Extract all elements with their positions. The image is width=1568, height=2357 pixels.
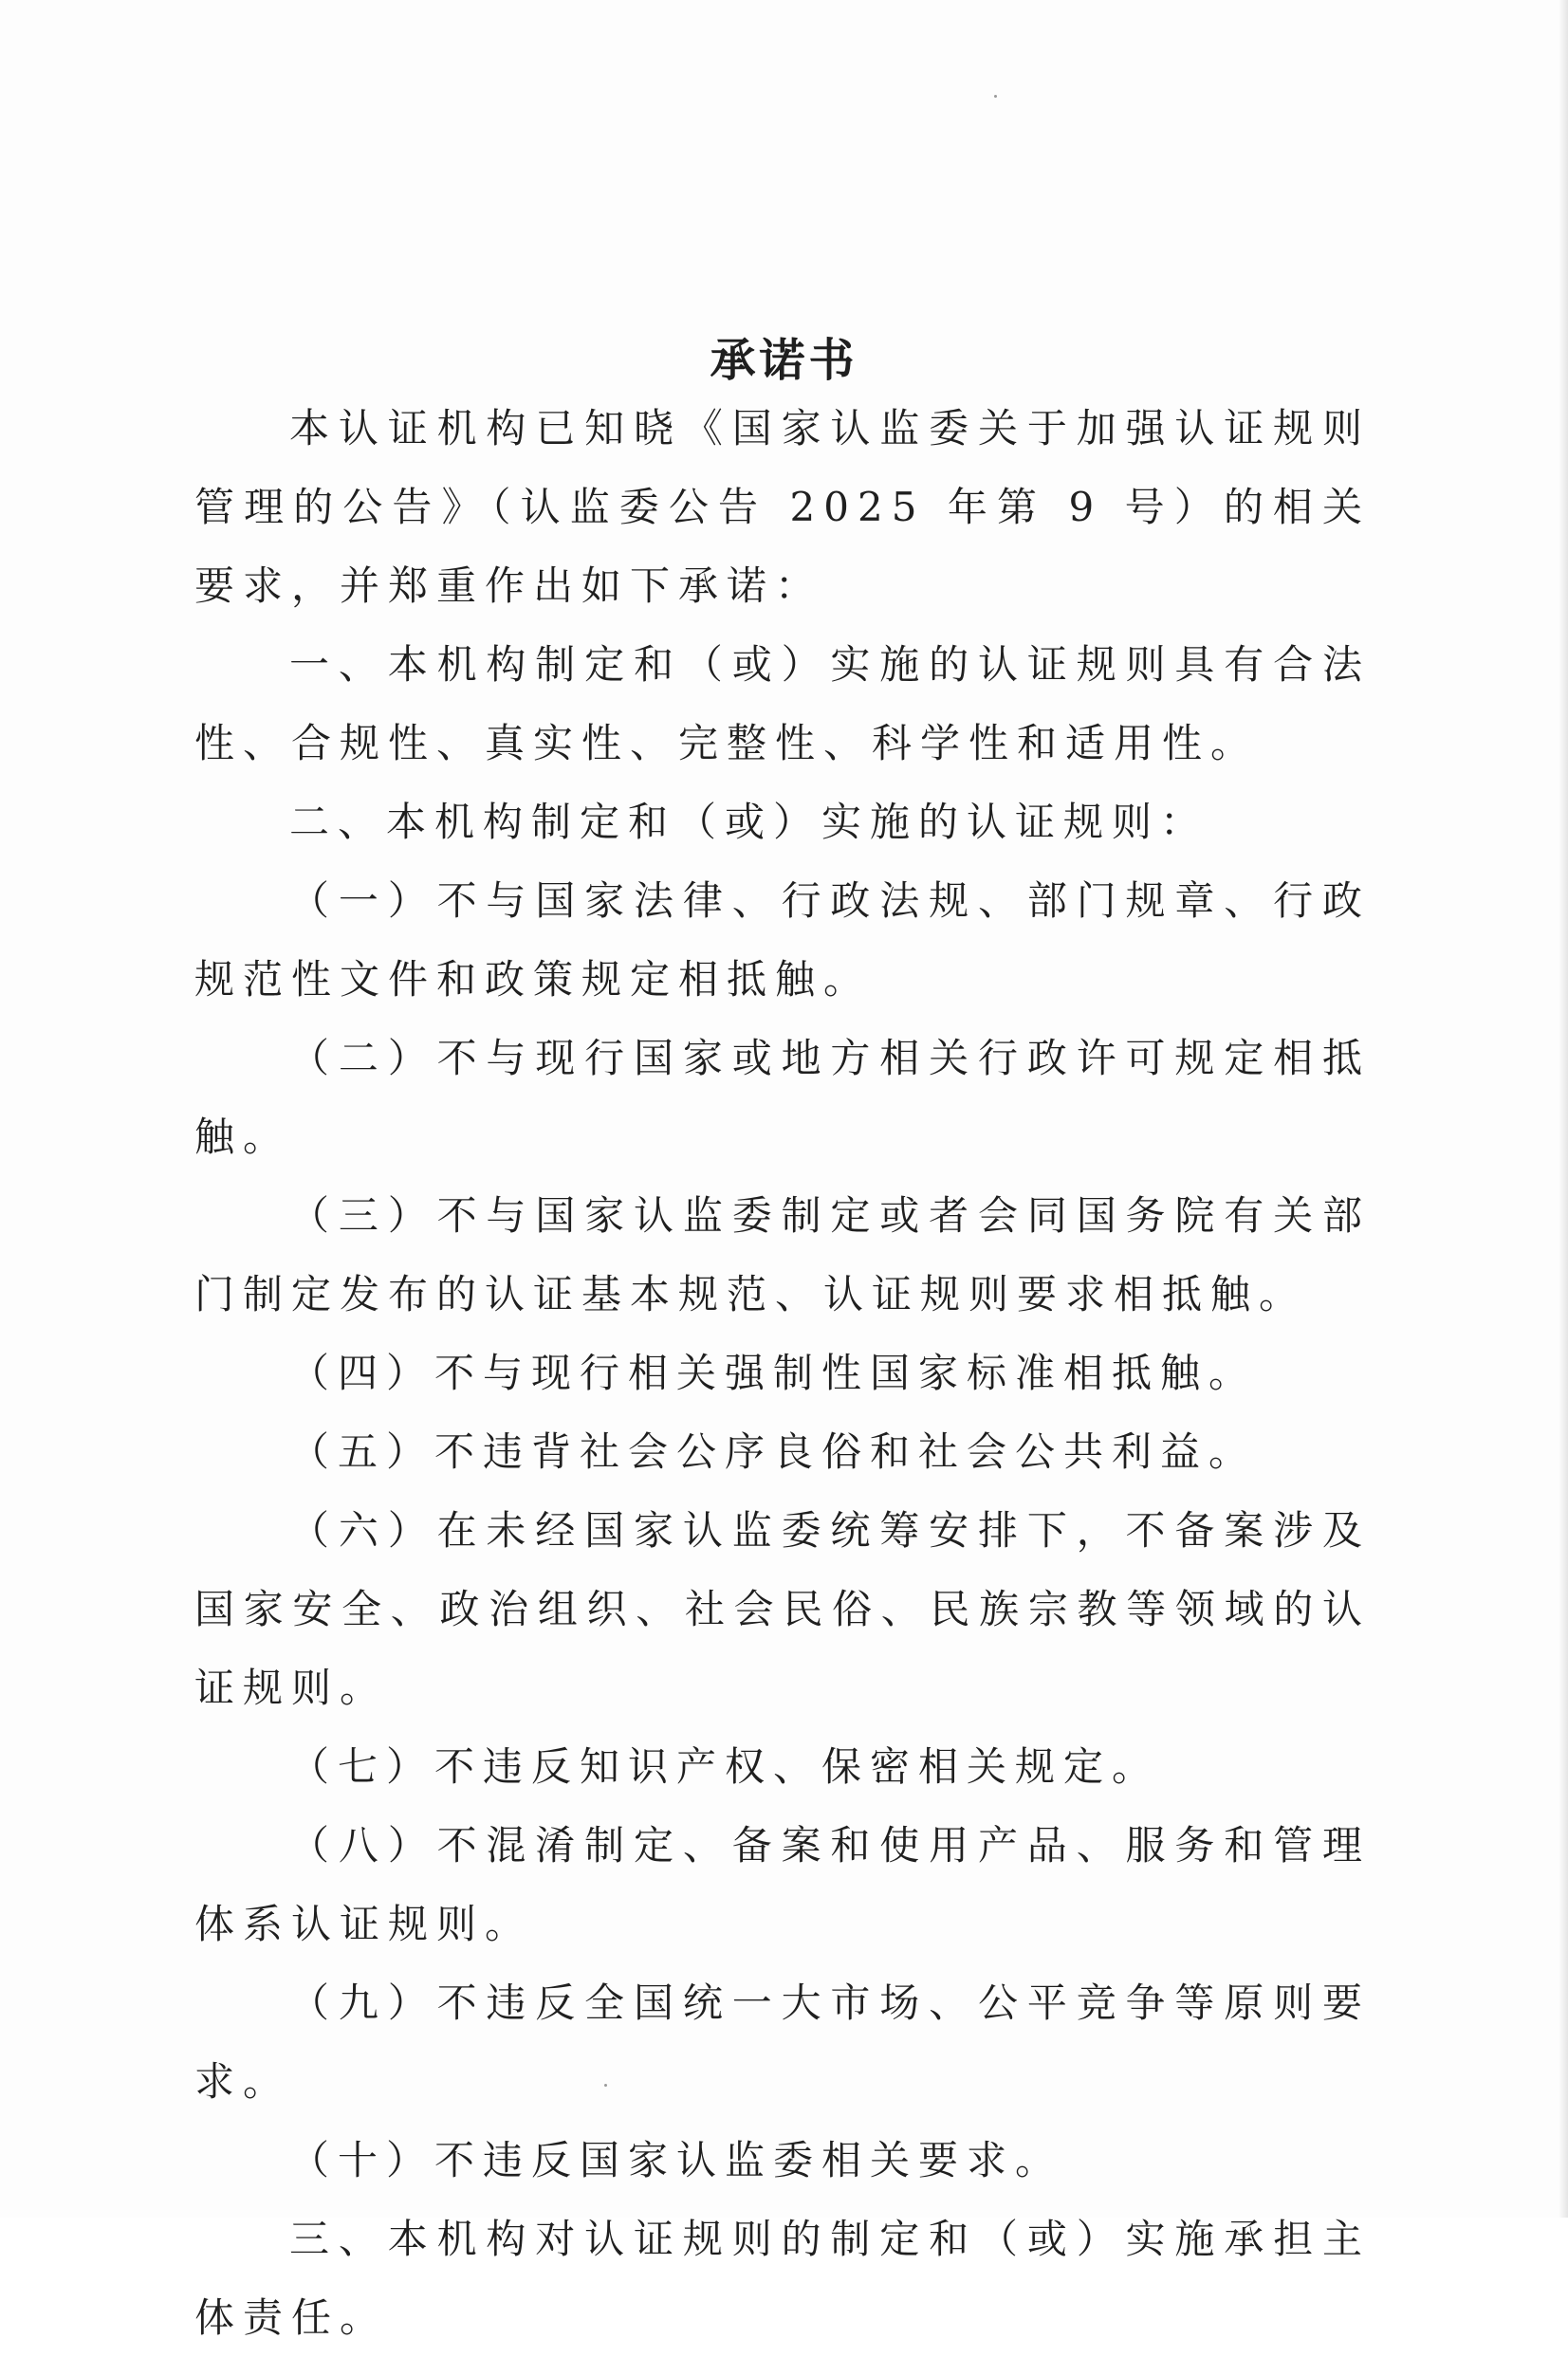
document-body — [194, 389, 1371, 2357]
commitment-2-item-10: （十）不违反国家认监委相关要求。 — [289, 2137, 1064, 2183]
commitment-2-item-3: （三）不与国家认监委制定或者会同国务院有关部门制定发布的认证基本规范、认证规则要求相抵触。 — [194, 1192, 1371, 1317]
commitment-2-item-6: （六）在未经国家认监委统筹安排下，不备案涉及国家安全、政治组织、社会民俗、民族宗教等领域的认证规则。 — [194, 1507, 1371, 1711]
commitment-2-item-2: （二）不与现行国家或地方相关行政许可规定相抵触。 — [194, 1035, 1371, 1160]
commitment-2-item-7: （七）不违反知识产权、保密相关规定。 — [289, 1743, 1161, 1790]
commitment-2-item-9: （九）不违反全国统一大市场、公平竞争等原则要求。 — [194, 1980, 1371, 2105]
commitment-2-item-5: （五）不违背社会公序良俗和社会公共利益。 — [289, 1428, 1258, 1475]
commitment-2-item-1: （一）不与国家法律、行政法规、部门规章、行政规范性文件和政策规定相抵触。 — [194, 877, 1371, 1003]
scan-speck — [994, 95, 997, 98]
commitment-2: 二、本机构制定和（或）实施的认证规则： — [289, 799, 1209, 845]
intro-paragraph: 本认证机构已知晓《国家认监委关于加强认证规则管理的公告》（认监委公告 2025 年第 9 号）的相关要求，并郑重作出如下承诺： — [194, 405, 1371, 609]
commitment-3: 三、本机构对认证规则的制定和（或）实施承担主体责任。 — [194, 2216, 1371, 2341]
document-title: 承诺书 — [710, 334, 858, 388]
commitment-2-item-8: （八）不混淆制定、备案和使用产品、服务和管理体系认证规则。 — [194, 1822, 1371, 1947]
commitment-1: 一、本机构制定和（或）实施的认证规则具有合法性、合规性、真实性、完整性、科学性和适用性。 — [194, 641, 1371, 766]
commitment-2-item-4: （四）不与现行相关强制性国家标准相抵触。 — [289, 1350, 1258, 1396]
